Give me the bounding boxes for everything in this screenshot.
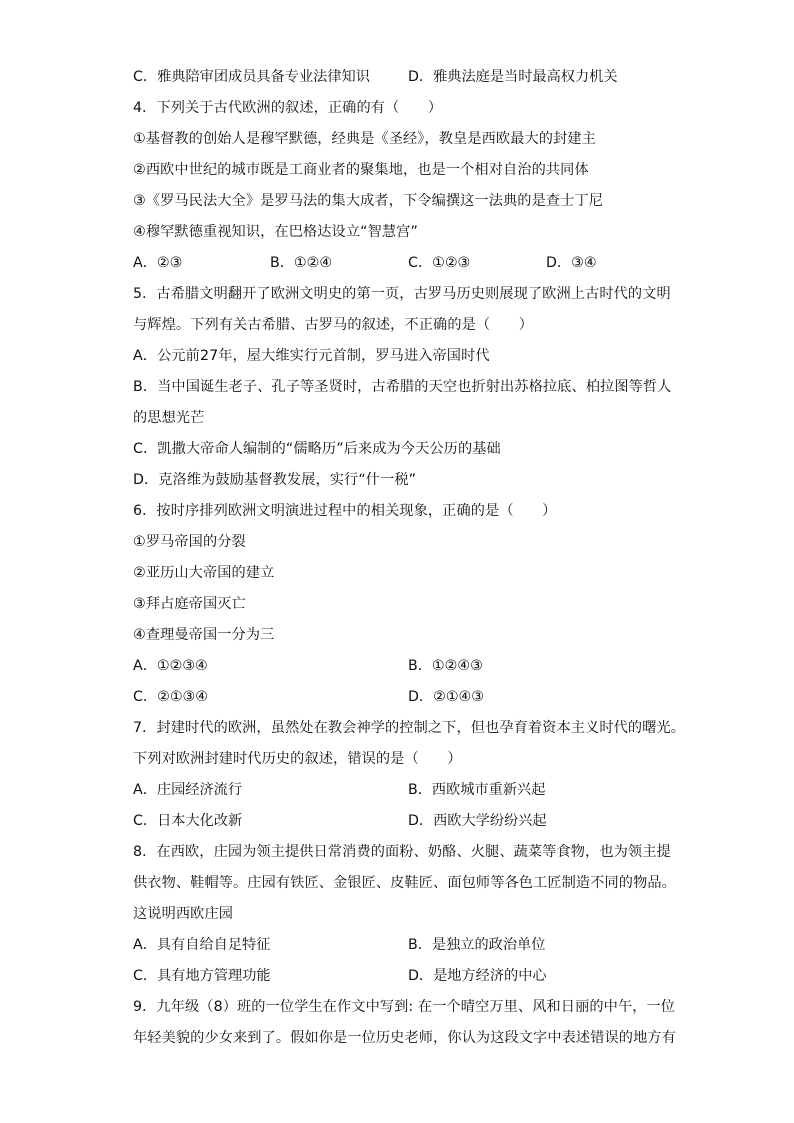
q6-option-a: A．①②③④	[133, 658, 208, 674]
q7-stem-line-2: 下列对欧洲封建时代历史的叙述，错误的是（ ）	[133, 751, 462, 767]
q5-option-b-line-2: 的思想光芒	[133, 410, 205, 426]
q8-options-row-1	[133, 930, 673, 961]
q6-stem: 6．按时序排列欧洲文明演进过程中的相关现象，正确的是（ ）	[133, 503, 557, 519]
q4-stem: 4．下列关于古代欧洲的叙述，正确的有（ ）	[133, 100, 443, 116]
exam-page	[133, 62, 686, 1054]
q6-item-3: ③拜占庭帝国灭亡	[133, 596, 246, 612]
q8-stem-line-2: 供衣物、鞋帽等。庄园有铁匠、金银匠、皮鞋匠、面包师等各色工匠制造不同的物品。	[133, 875, 676, 891]
q5-option-d: D．克洛维为鼓励基督教发展，实行“什一税”	[133, 472, 417, 488]
q7-option-a: A．庄园经济流行	[133, 782, 243, 798]
q6-option-c: C．②①③④	[133, 689, 208, 705]
q8-option-b: B．是独立的政治单位	[408, 937, 546, 953]
q4-item-2: ②西欧中世纪的城市既是工商业者的聚集地，也是一个相对自治的共同体	[133, 162, 589, 178]
q4-options-row	[133, 248, 673, 279]
q9-stem-line-1: 9．九年级（8）班的一位学生在作文中写到: 在一个晴空万里、风和日丽的中午，一位	[133, 999, 676, 1015]
q3-option-c: C．雅典陪审团成员具备专业法律知识	[133, 69, 370, 85]
q6-item-1: ①罗马帝国的分裂	[133, 534, 246, 550]
q6-item-2: ②亚历山大帝国的建立	[133, 565, 275, 581]
q7-option-d: D．西欧大学纷纷兴起	[408, 813, 547, 829]
q6-options-row-1	[133, 651, 673, 682]
q4-item-4: ④穆罕默德重视知识，在巴格达设立“智慧宫”	[133, 224, 418, 240]
q5-option-b-line-1: B．当中国诞生老子、孔子等圣贤时，古希腊的天空也折射出苏格拉底、柏拉图等哲人	[133, 379, 672, 395]
q8-option-a: A．具有自给自足特征	[133, 937, 271, 953]
q4-option-b: B．①②④	[270, 255, 333, 271]
q4-option-d: D．③④	[546, 255, 597, 271]
q8-option-c: C．具有地方管理功能	[133, 968, 271, 984]
q5-stem-line-1: 5．古希腊文明翻开了欧洲文明史的第一页，古罗马历史则展现了欧洲上古时代的文明	[133, 286, 671, 302]
q7-options-row-1	[133, 775, 673, 806]
q4-option-c: C．①②③	[408, 255, 471, 271]
q5-stem-line-2: 与辉煌。下列有关古希腊、古罗马的叙述，不正确的是（ ）	[133, 317, 534, 333]
q5-option-a: A．公元前27年，屋大维实行元首制，罗马进入帝国时代	[133, 348, 490, 364]
q7-option-b: B．西欧城市重新兴起	[408, 782, 546, 798]
q6-options-row-2	[133, 682, 673, 713]
q9-stem-line-2: 年轻美貌的少女来到了。假如你是一位历史老师，你认为这段文字中表述错误的地方有	[133, 1030, 676, 1046]
q4-option-a: A．②③	[133, 255, 183, 271]
q6-option-b: B．①②④③	[408, 658, 483, 674]
q8-stem-line-1: 8．在西欧，庄园为领主提供日常消费的面粉、奶酪、火腿、蔬菜等食物，也为领主提	[133, 844, 671, 860]
q4-item-3: ③《罗马民法大全》是罗马法的集大成者，下令编撰这一法典的是查士丁尼	[133, 193, 604, 209]
q8-option-d: D．是地方经济的中心	[408, 968, 547, 984]
q8-stem-line-3: 这说明西欧庄园	[133, 906, 234, 922]
q6-option-d: D．②①④③	[408, 689, 484, 705]
q5-option-c: C．凯撒大帝命人编制的“儒略历”后来成为今天公历的基础	[133, 441, 501, 457]
q3-options-row	[133, 62, 673, 93]
q7-options-row-2	[133, 806, 673, 837]
q6-item-4: ④查理曼帝国一分为三	[133, 627, 275, 643]
q3-option-d: D．雅典法庭是当时最高权力机关	[408, 69, 618, 85]
q7-stem-line-1: 7．封建时代的欧洲，虽然处在教会神学的控制之下，但也孕育着资本主义时代的曙光。	[133, 720, 686, 736]
q7-option-c: C．日本大化改新	[133, 813, 243, 829]
q4-item-1: ①基督教的创始人是穆罕默德，经典是《圣经》，教皇是西欧最大的封建主	[133, 131, 596, 147]
q8-options-row-2	[133, 961, 673, 992]
